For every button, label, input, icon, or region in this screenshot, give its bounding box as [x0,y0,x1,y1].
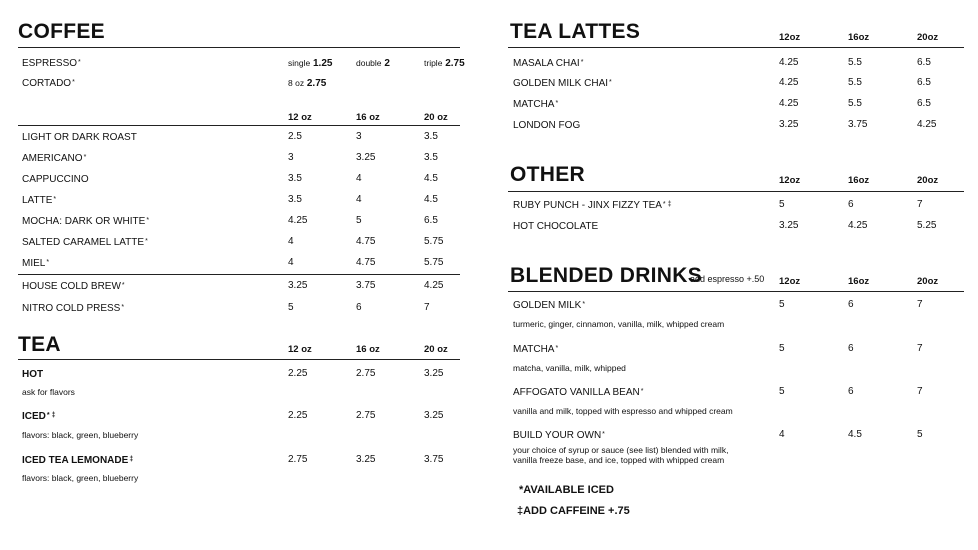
tea-size-16: 16 oz [356,344,380,355]
coffee-size-16: 16 oz [356,112,380,123]
blended-note: vanilla freeze base, and ice, topped with whipped cream [513,455,725,465]
price-16: 4.75 [356,236,376,247]
other-size-12: 12oz [779,175,801,186]
price-20: 3.75 [424,454,444,465]
tea-item: ICED TEA LEMONADE‡ [22,455,134,466]
price-20: 4.5 [424,173,438,184]
price-20: 4.5 [424,194,438,205]
price-12: 4 [779,429,785,440]
lattes-size-16: 16oz [848,32,870,43]
tea-item: HOT [22,369,44,380]
price-20: 6.5 [917,57,931,68]
price-20: 7 [424,302,430,313]
coffee-item: SALTED CARAMEL LATTE* [22,237,148,248]
price-20: 6.5 [917,77,931,88]
tea-item: ICED* ‡ [22,411,56,422]
cortado-item: CORTADO* [22,78,75,89]
blended-note: vanilla and milk, topped with espresso and whipped cream [513,406,733,416]
tea-note: ask for flavors [22,387,75,397]
price-12: 5 [779,199,785,210]
blended-item: BUILD YOUR OWN* [513,430,605,441]
latte-item: MASALA CHAI* [513,58,584,69]
price-16: 5.5 [848,57,862,68]
tea-note: flavors: black, green, blueberry [22,473,139,483]
price-20: 7 [917,386,923,397]
blended-item: AFFOGATO VANILLA BEAN* [513,387,644,398]
coffee-sizes-rule [18,125,460,126]
add-caffeine-note: ‡ADD CAFFEINE +.75 [517,505,630,517]
price-16: 5.5 [848,77,862,88]
tea-size-20: 20 oz [424,344,448,355]
price-20: 3.25 [424,368,444,379]
blended-addon: add espresso +.50 [690,274,765,284]
espresso-single: single 1.25 [288,58,333,69]
price-12: 3 [288,152,294,163]
coffee-item: AMERICANO* [22,153,87,164]
price-16: 3.25 [356,152,376,163]
price-12: 3.25 [288,280,308,291]
price-12: 4.25 [779,98,799,109]
cortado-price: 8 oz 2.75 [288,78,327,89]
price-16: 2.75 [356,410,376,421]
price-16: 3.25 [356,454,376,465]
price-12: 5 [779,343,785,354]
lattes-size-20: 20oz [917,32,939,43]
price-12: 4 [288,257,294,268]
blended-note: matcha, vanilla, milk, whipped [513,363,626,373]
blended-size-16: 16oz [848,276,870,287]
price-16: 5 [356,215,362,226]
tea-heading: TEA [18,333,61,356]
price-12: 5 [779,386,785,397]
price-12: 3.5 [288,194,302,205]
coffee-rule [18,47,460,48]
price-20: 4.25 [917,119,937,130]
coffee-size-20: 20 oz [424,112,448,123]
other-item: HOT CHOCOLATE [513,221,599,232]
price-20: 5.75 [424,257,444,268]
latte-item: LONDON FOG [513,120,581,131]
price-12: 4.25 [288,215,308,226]
price-16: 2.75 [356,368,376,379]
tea-note: flavors: black, green, blueberry [22,430,139,440]
price-20: 3.5 [424,131,438,142]
price-20: 7 [917,343,923,354]
price-20: 5 [917,429,923,440]
tea-size-12: 12 oz [288,344,312,355]
price-12: 4.25 [779,57,799,68]
price-20: 5.25 [917,220,937,231]
price-16: 5.5 [848,98,862,109]
price-16: 6 [848,199,854,210]
other-size-16: 16oz [848,175,870,186]
price-20: 3.5 [424,152,438,163]
price-12: 3.25 [779,119,799,130]
price-12: 4 [288,236,294,247]
espresso-double: double 2 [356,58,390,69]
price-16: 4 [356,194,362,205]
tea-lattes-rule [508,47,964,48]
blended-size-20: 20oz [917,276,939,287]
other-size-20: 20oz [917,175,939,186]
price-12: 3.25 [779,220,799,231]
blended-size-12: 12oz [779,276,801,287]
coffee-size-12: 12 oz [288,112,312,123]
price-16: 6 [356,302,362,313]
price-12: 5 [288,302,294,313]
price-16: 4.25 [848,220,868,231]
price-12: 4.25 [779,77,799,88]
price-12: 2.5 [288,131,302,142]
price-12: 3.5 [288,173,302,184]
cold-rule [18,274,460,275]
cold-item: HOUSE COLD BREW* [22,281,125,292]
price-16: 6 [848,386,854,397]
price-20: 5.75 [424,236,444,247]
coffee-item: MIEL* [22,258,50,269]
price-16: 3.75 [848,119,868,130]
price-16: 3 [356,131,362,142]
blended-item: GOLDEN MILK* [513,300,586,311]
latte-item: GOLDEN MILK CHAI* [513,78,612,89]
coffee-item: LATTE* [22,195,57,206]
price-16: 4.75 [356,257,376,268]
coffee-item: MOCHA: DARK OR WHITE* [22,216,150,227]
blended-item: MATCHA* [513,344,559,355]
price-20: 4.25 [424,280,444,291]
other-rule [508,191,964,192]
espresso-triple: triple 2.75 [424,58,465,69]
blended-rule [508,291,964,292]
price-12: 2.25 [288,368,308,379]
tea-lattes-heading: TEA LATTES [510,20,641,43]
price-12: 5 [779,299,785,310]
price-20: 6.5 [917,98,931,109]
tea-rule [18,359,460,360]
coffee-item: LIGHT OR DARK ROAST [22,132,137,143]
blended-note: turmeric, ginger, cinnamon, vanilla, milk, whipped cream [513,319,725,329]
price-16: 6 [848,343,854,354]
other-heading: OTHER [510,163,585,186]
price-20: 3.25 [424,410,444,421]
price-20: 7 [917,299,923,310]
lattes-size-12: 12oz [779,32,801,43]
price-20: 7 [917,199,923,210]
available-iced-note: *AVAILABLE ICED [519,484,614,496]
latte-item: MATCHA* [513,99,559,110]
coffee-heading: COFFEE [18,20,105,43]
price-16: 3.75 [356,280,376,291]
price-16: 6 [848,299,854,310]
espresso-item: ESPRESSO* [22,58,81,69]
price-16: 4 [356,173,362,184]
cold-item: NITRO COLD PRESS* [22,303,125,314]
coffee-item: CAPPUCCINO [22,174,89,185]
price-16: 4.5 [848,429,862,440]
price-20: 6.5 [424,215,438,226]
blended-note: your choice of syrup or sauce (see list) blended with milk, [513,445,729,455]
price-12: 2.75 [288,454,308,465]
blended-heading: BLENDED DRINKS [510,264,703,287]
other-item: RUBY PUNCH - JINX FIZZY TEA* ‡ [513,200,672,211]
price-12: 2.25 [288,410,308,421]
